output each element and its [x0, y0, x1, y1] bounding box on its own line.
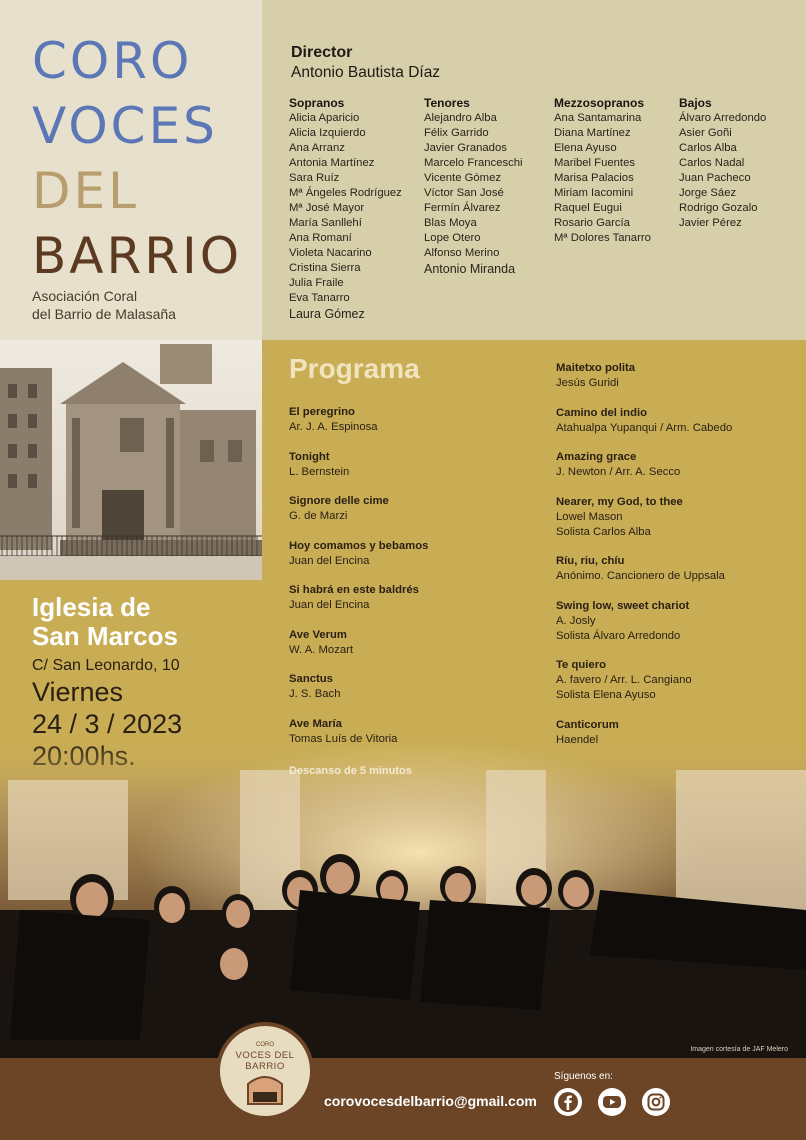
director-heading: Director — [291, 44, 353, 61]
list-item: Rosario García — [554, 217, 630, 229]
bajos-column — [679, 96, 766, 231]
association-line-2: del Barrio de Malasaña — [32, 306, 176, 322]
piece-title: Swing low, sweet chariot — [556, 599, 690, 612]
list-item: Álvaro Arredondo — [679, 112, 767, 124]
photo-credit: Imagen cortesía de JAF Melero — [690, 1046, 788, 1053]
program-item — [556, 658, 732, 703]
list-item: Blas Moya — [424, 217, 477, 229]
program-item — [556, 599, 732, 644]
event-day: Viernes — [32, 677, 124, 707]
piece-title: Canticorum — [556, 718, 619, 731]
program-item — [289, 539, 428, 569]
event-date: 24 / 3 / 2023 — [32, 709, 183, 739]
soloist-name: Elena Ayuso — [593, 689, 656, 701]
intermission-note: Descanso de 5 minutos — [289, 765, 412, 777]
program-item — [289, 628, 428, 658]
piece-author: Anónimo. Cancionero de Uppsala — [556, 570, 725, 582]
list-item: Maribel Fuentes — [554, 157, 635, 169]
program-item — [289, 672, 428, 702]
list-item: Diana Martínez — [554, 127, 631, 139]
list-item: Mª José Mayor — [289, 202, 365, 214]
piece-soloist — [556, 688, 732, 703]
piece-title: Ave María — [289, 717, 342, 730]
list-item: Alfonso Merino — [424, 247, 500, 259]
soloist-prefix: Solista — [556, 525, 594, 538]
list-item: Ana Romaní — [289, 232, 352, 244]
piece-author: Juan del Encina — [289, 599, 370, 611]
list-item: Eva Tanarro — [289, 292, 350, 304]
program-column-1 — [289, 405, 428, 761]
tenores-column — [424, 96, 523, 278]
piece-author: W. A. Mozart — [289, 643, 354, 656]
roster-panel — [262, 0, 806, 340]
program-item — [556, 450, 732, 480]
piece-title: Maitetxo polita — [556, 362, 636, 374]
program-item — [556, 406, 732, 436]
list-item: Jorge Sáez — [679, 187, 737, 199]
piece-title: Hoy comamos y bebamos — [289, 539, 429, 552]
association-name — [32, 287, 176, 323]
follow-label: Síguenos en: — [554, 1071, 613, 1082]
list-item: Laura Gómez — [289, 307, 365, 321]
program-item — [289, 494, 428, 524]
list-item: Vicente Gómez — [424, 172, 502, 184]
list-item: Carlos Alba — [679, 142, 737, 154]
list-item: Antonio Miranda — [424, 262, 516, 276]
list-item: Violeta Nacarino — [289, 247, 372, 259]
list-item: Félix Garrido — [424, 127, 489, 139]
church-name — [32, 593, 182, 651]
logo-word-voces: VOCES — [32, 97, 218, 155]
piece-title: Si habrá en este baldrés — [289, 584, 419, 596]
director-name: Antonio Bautista Díaz — [291, 64, 441, 81]
program-item — [289, 405, 428, 435]
church-arch-icon — [220, 1026, 310, 1116]
program-item — [556, 554, 732, 584]
piece-soloist — [556, 629, 732, 644]
soloist-name: Álvaro Arredondo — [593, 629, 681, 642]
piece-title: Camino del indio — [556, 406, 648, 419]
program-item — [556, 718, 732, 748]
mezzos-column — [554, 96, 651, 246]
mezzos-heading: Mezzosopranos — [554, 96, 645, 110]
badge-small-text: CORO — [256, 1042, 274, 1048]
piece-title: El peregrino — [289, 406, 355, 418]
list-item: Alejandro Alba — [424, 112, 497, 124]
piece-author: Jesús Guridi — [556, 377, 619, 389]
instagram-icon[interactable] — [642, 1088, 670, 1116]
list-item: Alicia Aparicio — [289, 112, 360, 124]
list-item: Elena Ayuso — [554, 142, 617, 154]
piece-title: Sanctus — [289, 673, 333, 685]
program-column-2 — [556, 361, 732, 762]
piece-author: J. Newton / Arr. A. Secco — [556, 466, 681, 478]
sopranos-heading: Sopranos — [289, 96, 345, 110]
list-item: Sara Ruíz — [289, 172, 340, 184]
youtube-icon[interactable] — [598, 1088, 626, 1116]
logo-word-del: DEL — [32, 162, 139, 220]
list-item: Miriam Iacomini — [554, 187, 634, 199]
soloist-name: Carlos Alba — [593, 525, 651, 538]
bajos-heading: Bajos — [679, 96, 712, 110]
piece-title: Amazing grace — [556, 451, 637, 463]
piece-author: J. S. Bach — [289, 688, 341, 700]
soloist-prefix: Solista — [556, 689, 594, 701]
list-item: Víctor San José — [424, 187, 504, 199]
soloist-prefix: Solista — [556, 629, 594, 642]
contact-email[interactable]: corovocesdelbarrio@gmail.com — [324, 1093, 537, 1109]
list-item: Marcelo Franceschi — [424, 157, 523, 169]
program-item — [289, 450, 428, 480]
list-item: Carlos Nadal — [679, 157, 745, 169]
program-title: Programa — [289, 353, 420, 384]
piece-title: Nearer, my God, to thee — [556, 495, 683, 508]
list-item: Marisa Palacios — [554, 172, 634, 184]
list-item: Mª Dolores Tanarro — [554, 232, 651, 244]
church-name-line-1: Iglesia de — [32, 592, 151, 622]
piece-author: Lowel Mason — [556, 510, 623, 523]
piece-author: Haendel — [556, 733, 599, 746]
badge-line-1: VOCES DEL — [235, 1050, 295, 1061]
list-item: Rodrigo Gozalo — [679, 202, 758, 214]
church-photo — [0, 340, 262, 580]
piece-title: Ave Verum — [289, 628, 347, 641]
piece-author: A. favero / Arr. L. Cangiano — [556, 674, 692, 686]
piece-author: L. Bernstein — [289, 465, 350, 478]
list-item: Asier Goñi — [679, 127, 732, 139]
program-item — [289, 717, 428, 747]
piece-author: Ar. J. A. Espinosa — [289, 421, 378, 433]
logo-word-coro: CORO — [32, 32, 193, 90]
tenores-heading: Tenores — [424, 96, 470, 110]
list-item: Mª Ángeles Rodríguez — [289, 187, 402, 199]
logo-word-barrio: BARRIO — [32, 227, 243, 285]
list-item: Juan Pacheco — [679, 172, 751, 184]
piece-title: Ríu, riu, chíu — [556, 555, 625, 567]
program-item — [556, 495, 732, 540]
piece-author: Juan del Encina — [289, 554, 370, 567]
list-item: Raquel Eugui — [554, 202, 622, 214]
piece-author: Tomas Luís de Vitoria — [289, 732, 398, 745]
footer-logo-badge — [216, 1022, 314, 1120]
piece-author: A. Josly — [556, 614, 596, 627]
piece-title: Tonight — [289, 450, 330, 463]
event-address: C/ San Leonardo, 10 — [32, 657, 180, 674]
association-line-1: Asociación Coral — [32, 288, 138, 304]
piece-soloist — [556, 525, 732, 540]
list-item: Fermín Álvarez — [424, 202, 501, 214]
list-item: Antonia Martínez — [289, 157, 375, 169]
list-item: Javier Granados — [424, 142, 507, 154]
list-item: María Sanllehí — [289, 217, 362, 229]
sopranos-column — [289, 96, 402, 323]
church-name-line-2: San Marcos — [32, 621, 178, 651]
program-item — [556, 361, 732, 391]
logo-panel — [0, 0, 262, 340]
program-item — [289, 583, 428, 613]
list-item: Julia Fraile — [289, 277, 344, 289]
choir-photo — [0, 740, 806, 1060]
list-item: Ana Arranz — [289, 142, 345, 154]
piece-title: Te quiero — [556, 659, 607, 671]
list-item: Alicia Izquierdo — [289, 127, 366, 139]
piece-author: Atahualpa Yupanqui / Arm. Cabedo — [556, 421, 733, 434]
facebook-icon[interactable] — [554, 1088, 582, 1116]
badge-line-2: BARRIO — [245, 1061, 285, 1072]
piece-author: G. de Marzi — [289, 510, 348, 522]
piece-title: Signore delle cime — [289, 495, 389, 507]
list-item: Lope Otero — [424, 232, 481, 244]
list-item: Javier Pérez — [679, 217, 742, 229]
list-item: Cristina Sierra — [289, 262, 361, 274]
list-item: Ana Santamarina — [554, 112, 642, 124]
